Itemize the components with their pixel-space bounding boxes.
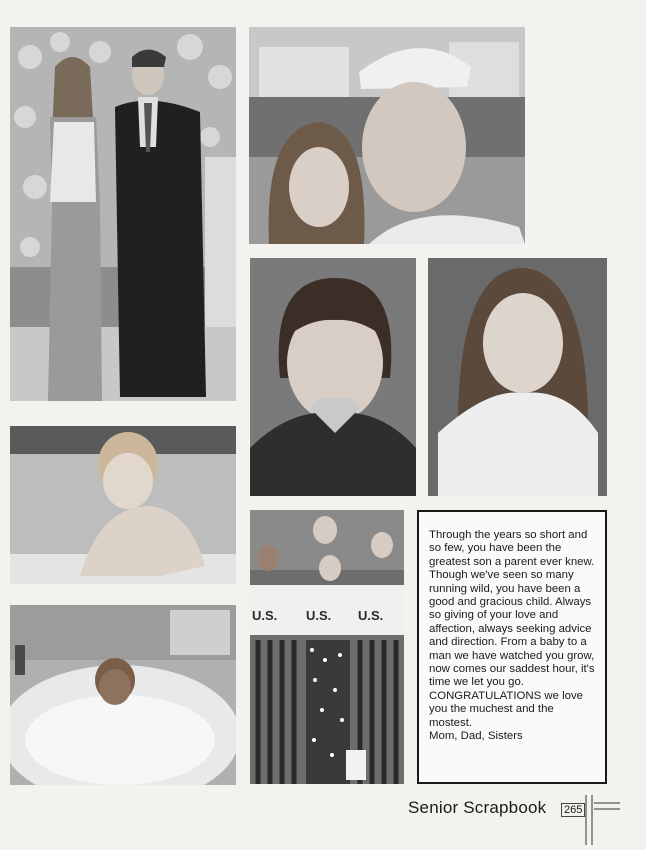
- message-body: Through the years so short and so few, you have been the greatest son a parent ever knew. Though we've seen so many running wild, you have been a good and gracious child. Always so giving of your love and affection, always seeking advice and direction. From a baby to a man we have watched you grow, now comes our saddest hour, it's time we let you go. CONGRATULATIONS we love you the muchest and the mostest.: [429, 529, 595, 729]
- selfie-photo: [249, 27, 525, 244]
- message-signature: Mom, Dad, Sisters: [429, 730, 523, 743]
- toddler-bath-photo: [10, 426, 236, 584]
- child-bubble-bath-photo: [10, 605, 236, 785]
- page-number: 265: [561, 803, 585, 817]
- prom-couple-photo: [10, 27, 236, 401]
- boy-school-portrait: [250, 258, 416, 496]
- svg-text:U.S.: U.S.: [306, 608, 332, 623]
- girl-school-portrait: [428, 258, 607, 496]
- team-usa-photo: [250, 510, 404, 784]
- svg-text:U.S.: U.S.: [358, 608, 384, 623]
- decorative-lines: [580, 795, 625, 845]
- congratulations-message-box: [417, 510, 607, 784]
- section-title: Senior Scrapbook: [408, 798, 547, 817]
- svg-text:U.S.: U.S.: [252, 608, 278, 623]
